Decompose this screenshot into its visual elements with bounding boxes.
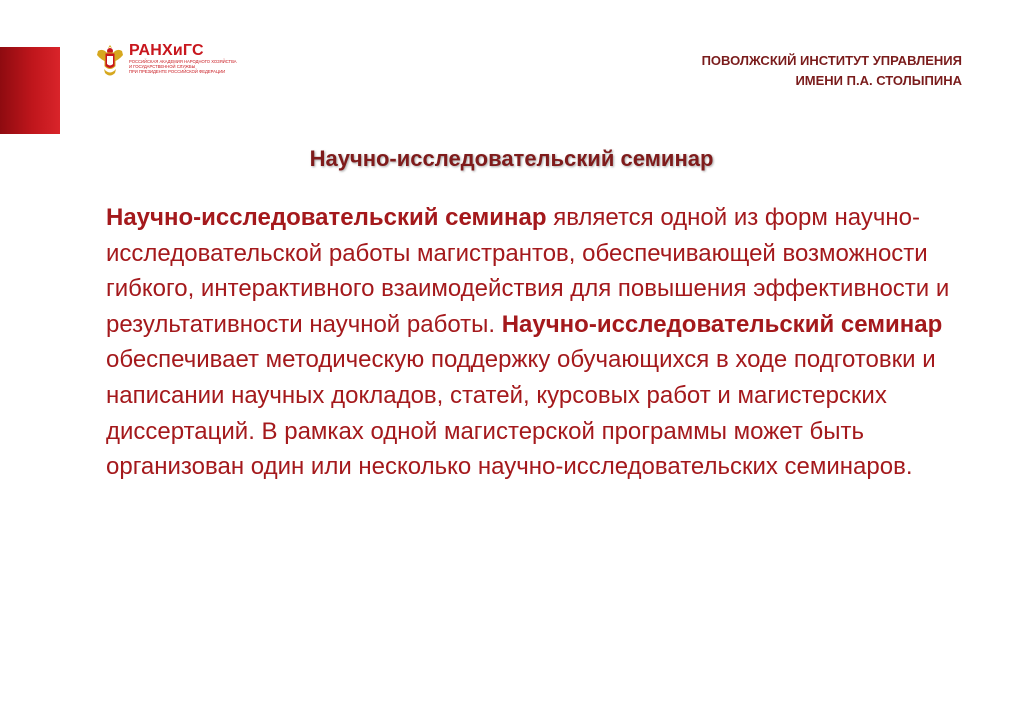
body-text-segment: обеспечивает методическую поддержку обучающихся в ходе подготовки и написании научных докладов, статей, курсовых работ и магистерских диссертаций. В рамках одной магистерской программы может быть организован один или несколько научно-исследовательских семинаров. — [106, 346, 936, 481]
eagle-emblem-icon — [95, 42, 125, 80]
institute-line: ПОВОЛЖСКИЙ ИНСТИТУТ УПРАВЛЕНИЯ — [701, 53, 962, 68]
slide-body — [106, 200, 956, 485]
institute-name — [702, 51, 962, 91]
logo-subtitle-line: И ГОСУДАРСТВЕННОЙ СЛУЖБЫ — [129, 64, 196, 69]
body-text-segment: является одной из форм научно-исследовательской работы магистрантов, обеспечивающей возможности гибкого, интерактивного взаимодействия для повышения эффективности и результативности научной работы. — [106, 204, 950, 338]
ranepa-logo — [95, 42, 237, 80]
logo-subtitle-line: РОССИЙСКАЯ АКАДЕМИЯ НАРОДНОГО ХОЗЯЙСТВА — [129, 59, 237, 64]
logo-title: РАНХиГС — [129, 42, 204, 59]
institute-line: ИМЕНИ П.А. СТОЛЫПИНА — [795, 73, 962, 88]
logo-subtitle-line: ПРИ ПРЕЗИДЕНТЕ РОССИЙСКОЙ ФЕДЕРАЦИИ — [129, 69, 226, 74]
accent-bar — [0, 47, 60, 134]
term-bold: Научно-исследовательский семинар — [106, 204, 547, 231]
logo-text — [129, 42, 237, 74]
slide-title: Научно-исследовательский семинар — [309, 146, 714, 171]
term-bold: Научно-исследовательский семинар — [501, 310, 943, 338]
